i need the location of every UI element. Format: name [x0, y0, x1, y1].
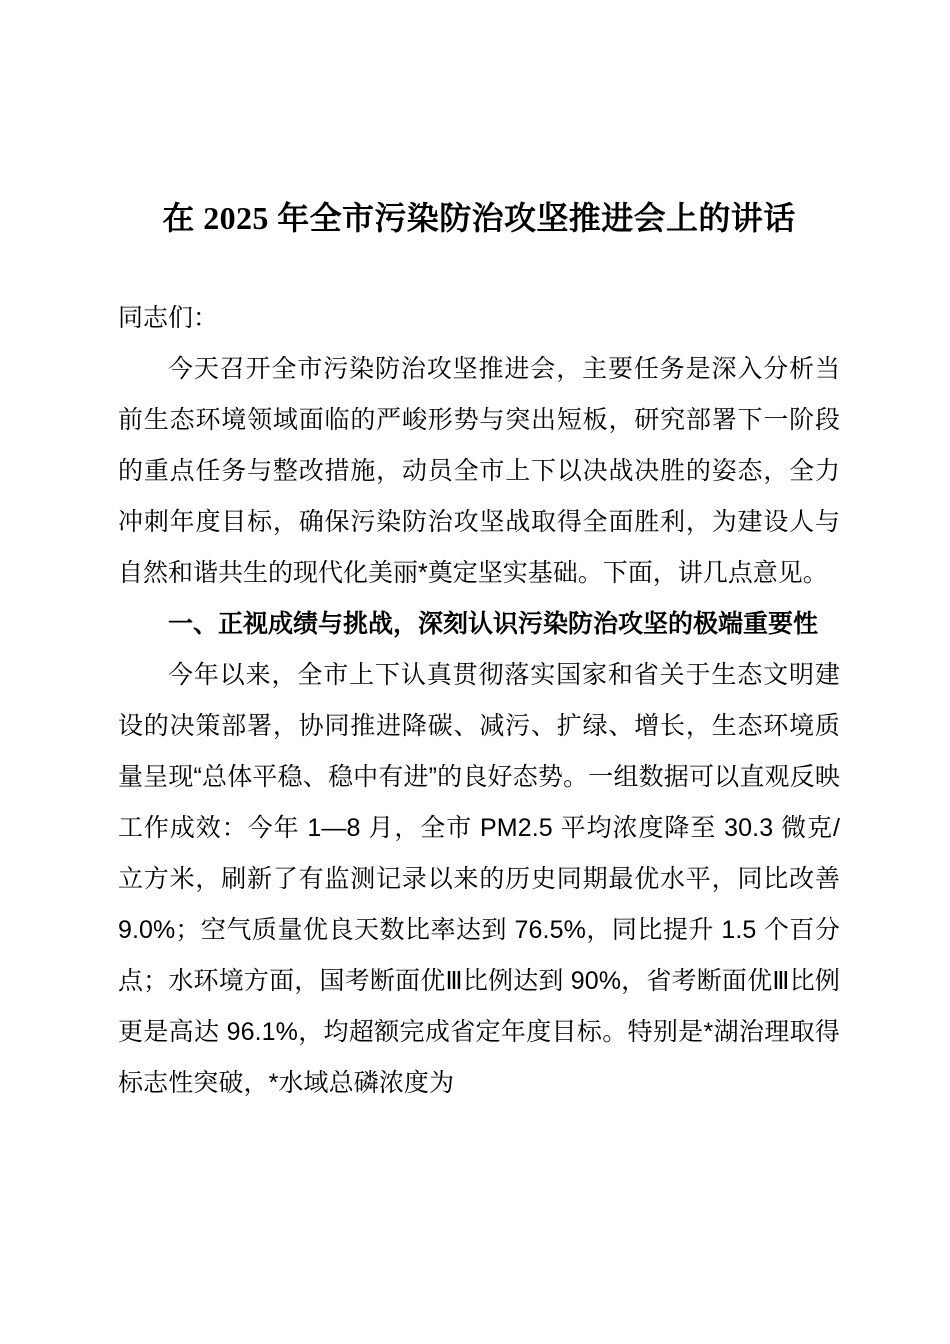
- salutation-line: 同志们：: [118, 304, 219, 332]
- section-heading-1: 一、正视成绩与挑战，深刻认识污染防治攻坚的极端重要性: [168, 610, 819, 638]
- page-title: 在 2025 年全市污染防治攻坚推进会上的讲话: [162, 200, 796, 236]
- paragraph-intro: 今天召开全市污染防治攻坚推进会，主要任务是深入分析当前生态环境领域面临的严峻形势与突出短板，研究部署下一阶段的重点任务与整改措施，动员全市上下以决战决胜的姿态，全力冲刺年度目标，确保污染防治攻坚战取得全面胜利，为建设人与自然和谐共生的现代化美丽*奠定坚实基础。下面，讲几点意见。: [118, 355, 840, 587]
- document-content-column: [118, 0, 840, 1109]
- paragraph-section-1-body: 今年以来，全市上下认真贯彻落实国家和省关于生态文明建设的决策部署，协同推进降碳、减污、扩绿、增长，生态环境质量呈现“总体平稳、稳中有进”的良好态势。一组数据可以直观反映工作成效：今年 1—8 月，全市 PM2.5 平均浓度降至 30.3 微克/立方米，刷新了有监测记录以来的历史同期最优水平，同比改善 9.0%；空气质量优良天数比率达到 76.5%，同比提升 1.5 个百分点；水环境方面，国考断面优Ⅲ比例达到 90%，省考断面优Ⅲ比例更是高达 96.1%，均超额完成省定年度目标。特别是*湖治理取得标志性突破，*水域总磷浓度为: [118, 661, 840, 1097]
